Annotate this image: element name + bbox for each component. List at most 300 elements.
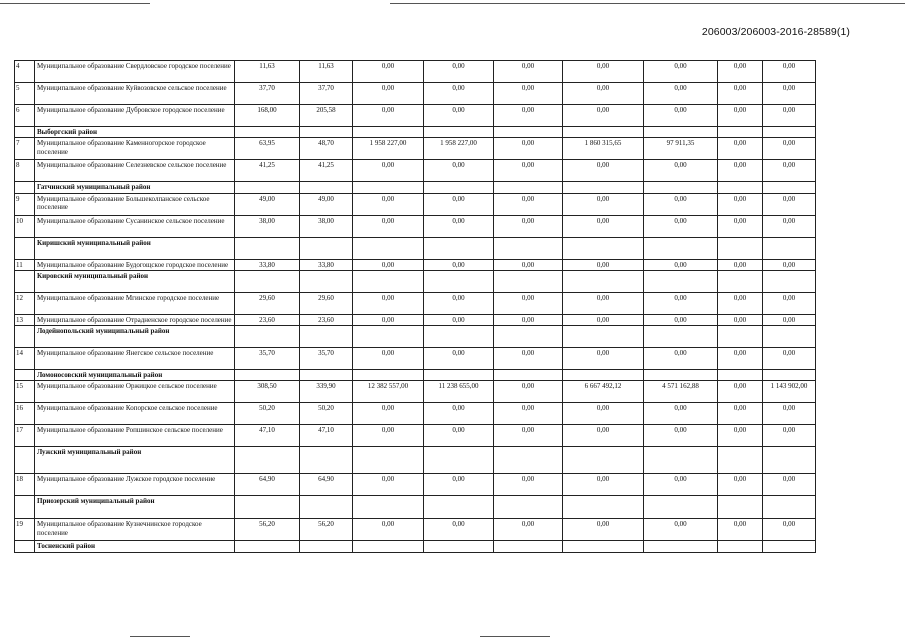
- section-empty-cell: [424, 496, 494, 519]
- value-cell: 0,00: [763, 292, 816, 314]
- value-cell: 0,00: [763, 193, 816, 215]
- row-number: 19: [15, 519, 35, 541]
- value-cell: 339,90: [300, 381, 353, 403]
- value-cell: 0,00: [494, 61, 563, 83]
- value-cell: 0,00: [644, 519, 718, 541]
- section-empty-cell: [563, 447, 644, 474]
- value-cell: 0,00: [718, 519, 763, 541]
- value-cell: 0,00: [563, 314, 644, 325]
- district-heading: Лодейнопольский муниципальный район: [35, 326, 235, 348]
- municipality-name: Муниципальное образование Каменногорское городское поселение: [35, 138, 235, 160]
- section-empty-cell: [300, 496, 353, 519]
- table-row: [15, 348, 816, 370]
- section-empty-cell: [235, 541, 300, 552]
- section-empty-cell: [763, 237, 816, 259]
- value-cell: 0,00: [718, 105, 763, 127]
- top-scan-line-left: [0, 3, 150, 4]
- value-cell: 50,20: [300, 403, 353, 425]
- section-row: [15, 270, 816, 292]
- section-empty-cell: [644, 447, 718, 474]
- row-number: 6: [15, 105, 35, 127]
- municipality-name: Муниципальное образование Отрадненское городское поселение: [35, 314, 235, 325]
- value-cell: 0,00: [563, 403, 644, 425]
- value-cell: 0,00: [563, 215, 644, 237]
- value-cell: 0,00: [353, 314, 424, 325]
- value-cell: 0,00: [718, 160, 763, 182]
- section-empty-cell: [644, 237, 718, 259]
- table-row: [15, 259, 816, 270]
- municipality-name: Муниципальное образование Мгинское городское поселение: [35, 292, 235, 314]
- value-cell: 0,00: [563, 83, 644, 105]
- municipality-name: Муниципальное образование Копорское сельское поселение: [35, 403, 235, 425]
- value-cell: 0,00: [494, 403, 563, 425]
- table-row: [15, 61, 816, 83]
- value-cell: 1 143 902,00: [763, 381, 816, 403]
- section-empty-cell: [235, 447, 300, 474]
- section-empty-cell: [300, 127, 353, 138]
- section-empty-cell: [763, 326, 816, 348]
- section-empty-cell: [353, 127, 424, 138]
- section-empty-cell: [353, 541, 424, 552]
- value-cell: 0,00: [718, 425, 763, 447]
- value-cell: 0,00: [563, 425, 644, 447]
- table-row: [15, 215, 816, 237]
- value-cell: 0,00: [353, 474, 424, 496]
- row-number: 7: [15, 138, 35, 160]
- district-heading: Лужский муниципальный район: [35, 447, 235, 474]
- value-cell: 0,00: [718, 314, 763, 325]
- value-cell: 0,00: [763, 314, 816, 325]
- section-empty-cell: [718, 182, 763, 193]
- section-empty-cell: [300, 182, 353, 193]
- section-empty-cell: [300, 270, 353, 292]
- value-cell: 33,80: [300, 259, 353, 270]
- municipality-name: Муниципальное образование Кузнечнинское городское поселение: [35, 519, 235, 541]
- value-cell: 35,70: [300, 348, 353, 370]
- municipality-name: Муниципальное образование Селезневское сельское поселение: [35, 160, 235, 182]
- value-cell: 0,00: [718, 403, 763, 425]
- section-empty-cell: [718, 326, 763, 348]
- value-cell: 0,00: [563, 348, 644, 370]
- section-empty-cell: [644, 370, 718, 381]
- section-empty-cell: [644, 496, 718, 519]
- municipality-name: Муниципальное образование Янегское сельское поселение: [35, 348, 235, 370]
- table-row: [15, 314, 816, 325]
- value-cell: 97 911,35: [644, 138, 718, 160]
- value-cell: 23,60: [235, 314, 300, 325]
- section-empty-cell: [494, 326, 563, 348]
- value-cell: 0,00: [763, 215, 816, 237]
- value-cell: 0,00: [718, 83, 763, 105]
- section-empty-cell: [644, 182, 718, 193]
- section-empty-cell: [644, 541, 718, 552]
- value-cell: 0,00: [644, 292, 718, 314]
- section-empty-cell: [563, 182, 644, 193]
- value-cell: 0,00: [644, 215, 718, 237]
- value-cell: 0,00: [494, 83, 563, 105]
- value-cell: 63,95: [235, 138, 300, 160]
- section-empty-cell: [563, 237, 644, 259]
- row-number: 11: [15, 259, 35, 270]
- section-row: [15, 237, 816, 259]
- value-cell: 0,00: [644, 403, 718, 425]
- section-empty-cell: [494, 370, 563, 381]
- value-cell: 0,00: [644, 314, 718, 325]
- row-number: 13: [15, 314, 35, 325]
- section-empty-cell: [563, 541, 644, 552]
- municipality-name: Муниципальное образование Куйвозовское сельское поселение: [35, 83, 235, 105]
- value-cell: 0,00: [353, 160, 424, 182]
- municipality-name: Муниципальное образование Большеколпанское сельское поселение: [35, 193, 235, 215]
- section-empty-cell: [15, 370, 35, 381]
- value-cell: 0,00: [494, 138, 563, 160]
- section-row: [15, 182, 816, 193]
- table-row: [15, 403, 816, 425]
- table-row: [15, 292, 816, 314]
- section-empty-cell: [15, 127, 35, 138]
- value-cell: 0,00: [644, 474, 718, 496]
- section-empty-cell: [15, 496, 35, 519]
- section-empty-cell: [763, 182, 816, 193]
- value-cell: 4 571 162,88: [644, 381, 718, 403]
- value-cell: 205,58: [300, 105, 353, 127]
- row-number: 15: [15, 381, 35, 403]
- value-cell: 12 382 557,00: [353, 381, 424, 403]
- value-cell: 0,00: [718, 474, 763, 496]
- section-empty-cell: [718, 270, 763, 292]
- value-cell: 0,00: [494, 292, 563, 314]
- section-empty-cell: [563, 127, 644, 138]
- value-cell: 0,00: [563, 292, 644, 314]
- value-cell: 0,00: [353, 425, 424, 447]
- section-empty-cell: [563, 270, 644, 292]
- value-cell: 29,60: [300, 292, 353, 314]
- section-empty-cell: [718, 370, 763, 381]
- value-cell: 0,00: [718, 193, 763, 215]
- value-cell: 0,00: [424, 474, 494, 496]
- section-row: [15, 496, 816, 519]
- value-cell: 0,00: [424, 348, 494, 370]
- section-empty-cell: [15, 237, 35, 259]
- value-cell: 0,00: [494, 314, 563, 325]
- section-empty-cell: [235, 370, 300, 381]
- section-empty-cell: [424, 127, 494, 138]
- value-cell: 0,00: [763, 259, 816, 270]
- value-cell: 0,00: [644, 105, 718, 127]
- value-cell: 50,20: [235, 403, 300, 425]
- value-cell: 0,00: [718, 292, 763, 314]
- value-cell: 0,00: [353, 403, 424, 425]
- value-cell: 33,80: [235, 259, 300, 270]
- section-empty-cell: [353, 270, 424, 292]
- value-cell: 0,00: [763, 403, 816, 425]
- row-number: 10: [15, 215, 35, 237]
- municipality-name: Муниципальное образование Оржицкое сельское поселение: [35, 381, 235, 403]
- value-cell: 41,25: [235, 160, 300, 182]
- value-cell: 49,00: [235, 193, 300, 215]
- section-empty-cell: [424, 447, 494, 474]
- row-number: 12: [15, 292, 35, 314]
- document-id: 206003/206003-2016-28589(1): [701, 26, 850, 38]
- value-cell: 0,00: [424, 105, 494, 127]
- section-empty-cell: [353, 496, 424, 519]
- value-cell: 6 667 492,12: [563, 381, 644, 403]
- section-empty-cell: [424, 237, 494, 259]
- value-cell: 11,63: [235, 61, 300, 83]
- value-cell: 47,10: [235, 425, 300, 447]
- value-cell: 0,00: [763, 160, 816, 182]
- section-empty-cell: [494, 496, 563, 519]
- value-cell: 38,00: [300, 215, 353, 237]
- bottom-scan-line-right: [480, 636, 550, 637]
- section-row: [15, 447, 816, 474]
- value-cell: 1 958 227,00: [424, 138, 494, 160]
- value-cell: 0,00: [718, 348, 763, 370]
- value-cell: 41,25: [300, 160, 353, 182]
- section-empty-cell: [15, 447, 35, 474]
- value-cell: 0,00: [763, 425, 816, 447]
- table-row: [15, 105, 816, 127]
- section-empty-cell: [494, 127, 563, 138]
- section-empty-cell: [424, 182, 494, 193]
- value-cell: 0,00: [353, 215, 424, 237]
- value-cell: 29,60: [235, 292, 300, 314]
- value-cell: 0,00: [424, 519, 494, 541]
- section-empty-cell: [353, 182, 424, 193]
- section-empty-cell: [15, 541, 35, 552]
- value-cell: 0,00: [563, 61, 644, 83]
- section-empty-cell: [563, 496, 644, 519]
- value-cell: 0,00: [718, 61, 763, 83]
- value-cell: 0,00: [718, 259, 763, 270]
- value-cell: 0,00: [424, 61, 494, 83]
- section-empty-cell: [235, 237, 300, 259]
- row-number: 14: [15, 348, 35, 370]
- section-empty-cell: [494, 237, 563, 259]
- table-row: [15, 474, 816, 496]
- section-empty-cell: [763, 127, 816, 138]
- value-cell: 23,60: [300, 314, 353, 325]
- section-row: [15, 326, 816, 348]
- value-cell: 0,00: [563, 105, 644, 127]
- section-empty-cell: [235, 182, 300, 193]
- row-number: 4: [15, 61, 35, 83]
- value-cell: 1 958 227,00: [353, 138, 424, 160]
- value-cell: 0,00: [424, 215, 494, 237]
- value-cell: 0,00: [353, 83, 424, 105]
- municipality-name: Муниципальное образование Ропшинское сельское поселение: [35, 425, 235, 447]
- section-empty-cell: [15, 326, 35, 348]
- value-cell: 11 238 655,00: [424, 381, 494, 403]
- value-cell: 37,70: [235, 83, 300, 105]
- value-cell: 308,50: [235, 381, 300, 403]
- value-cell: 0,00: [494, 193, 563, 215]
- section-empty-cell: [563, 326, 644, 348]
- value-cell: 0,00: [353, 61, 424, 83]
- section-empty-cell: [763, 270, 816, 292]
- section-empty-cell: [494, 447, 563, 474]
- value-cell: 0,00: [563, 259, 644, 270]
- value-cell: 0,00: [763, 519, 816, 541]
- value-cell: 0,00: [494, 215, 563, 237]
- section-row: [15, 370, 816, 381]
- district-heading: Киришский муниципальный район: [35, 237, 235, 259]
- value-cell: 0,00: [718, 215, 763, 237]
- section-empty-cell: [563, 370, 644, 381]
- value-cell: 11,63: [300, 61, 353, 83]
- section-row: [15, 127, 816, 138]
- value-cell: 0,00: [644, 259, 718, 270]
- section-empty-cell: [15, 182, 35, 193]
- top-scan-line-right: [390, 3, 905, 4]
- value-cell: 0,00: [718, 138, 763, 160]
- value-cell: 0,00: [494, 348, 563, 370]
- value-cell: 49,00: [300, 193, 353, 215]
- section-empty-cell: [300, 326, 353, 348]
- data-table: [14, 60, 816, 553]
- value-cell: 0,00: [563, 160, 644, 182]
- value-cell: 0,00: [353, 259, 424, 270]
- municipality-name: Муниципальное образование Лужское городское поселение: [35, 474, 235, 496]
- municipality-name: Муниципальное образование Сусанинское сельское поселение: [35, 215, 235, 237]
- value-cell: 0,00: [763, 105, 816, 127]
- section-empty-cell: [424, 541, 494, 552]
- value-cell: 0,00: [494, 160, 563, 182]
- table-row: [15, 193, 816, 215]
- value-cell: 0,00: [494, 474, 563, 496]
- section-empty-cell: [300, 541, 353, 552]
- value-cell: 0,00: [424, 83, 494, 105]
- section-empty-cell: [494, 541, 563, 552]
- value-cell: 0,00: [353, 105, 424, 127]
- value-cell: 0,00: [563, 193, 644, 215]
- value-cell: 0,00: [644, 425, 718, 447]
- table-body: [15, 61, 816, 553]
- municipality-name: Муниципальное образование Свердловское городское поселение: [35, 61, 235, 83]
- value-cell: 0,00: [644, 193, 718, 215]
- value-cell: 0,00: [494, 259, 563, 270]
- section-empty-cell: [235, 127, 300, 138]
- value-cell: 1 860 315,65: [563, 138, 644, 160]
- value-cell: 0,00: [353, 193, 424, 215]
- row-number: 18: [15, 474, 35, 496]
- table-row: [15, 83, 816, 105]
- section-empty-cell: [718, 496, 763, 519]
- section-empty-cell: [718, 447, 763, 474]
- value-cell: 0,00: [763, 61, 816, 83]
- table-row: [15, 160, 816, 182]
- value-cell: 56,20: [235, 519, 300, 541]
- value-cell: 0,00: [763, 83, 816, 105]
- value-cell: 0,00: [353, 519, 424, 541]
- section-empty-cell: [763, 370, 816, 381]
- section-empty-cell: [300, 447, 353, 474]
- section-empty-cell: [763, 447, 816, 474]
- section-empty-cell: [300, 370, 353, 381]
- section-empty-cell: [763, 496, 816, 519]
- value-cell: 0,00: [424, 292, 494, 314]
- value-cell: 64,90: [235, 474, 300, 496]
- value-cell: 0,00: [763, 348, 816, 370]
- table-row: [15, 138, 816, 160]
- value-cell: 0,00: [563, 519, 644, 541]
- value-cell: 0,00: [424, 403, 494, 425]
- section-empty-cell: [424, 370, 494, 381]
- district-heading: Приозерский муниципальный район: [35, 496, 235, 519]
- section-empty-cell: [300, 237, 353, 259]
- district-heading: Тосненский район: [35, 541, 235, 552]
- value-cell: 0,00: [424, 425, 494, 447]
- municipality-name: Муниципальное образование Будогощское городское поселение: [35, 259, 235, 270]
- row-number: 9: [15, 193, 35, 215]
- value-cell: 0,00: [353, 348, 424, 370]
- value-cell: 0,00: [718, 381, 763, 403]
- value-cell: 0,00: [424, 160, 494, 182]
- value-cell: 37,70: [300, 83, 353, 105]
- value-cell: 47,10: [300, 425, 353, 447]
- value-cell: 0,00: [424, 314, 494, 325]
- table-row: [15, 519, 816, 541]
- municipality-name: Муниципальное образование Дубровское городское поселение: [35, 105, 235, 127]
- section-empty-cell: [718, 127, 763, 138]
- district-heading: Ломоносовский муниципальный район: [35, 370, 235, 381]
- bottom-scan-line-left: [130, 636, 190, 637]
- section-empty-cell: [353, 326, 424, 348]
- section-empty-cell: [644, 326, 718, 348]
- district-heading: Гатчинский муниципальный район: [35, 182, 235, 193]
- section-empty-cell: [644, 270, 718, 292]
- value-cell: 0,00: [644, 348, 718, 370]
- row-number: 8: [15, 160, 35, 182]
- value-cell: 48,70: [300, 138, 353, 160]
- section-empty-cell: [353, 447, 424, 474]
- table-row: [15, 381, 816, 403]
- district-heading: Кировский муниципальный район: [35, 270, 235, 292]
- section-empty-cell: [494, 182, 563, 193]
- value-cell: 0,00: [763, 138, 816, 160]
- section-empty-cell: [353, 370, 424, 381]
- value-cell: 0,00: [494, 105, 563, 127]
- section-row: [15, 541, 816, 552]
- value-cell: 0,00: [353, 292, 424, 314]
- section-empty-cell: [235, 496, 300, 519]
- value-cell: 0,00: [644, 61, 718, 83]
- value-cell: 0,00: [644, 83, 718, 105]
- value-cell: 0,00: [494, 425, 563, 447]
- section-empty-cell: [235, 270, 300, 292]
- section-empty-cell: [718, 237, 763, 259]
- value-cell: 0,00: [494, 381, 563, 403]
- value-cell: 168,00: [235, 105, 300, 127]
- value-cell: 35,70: [235, 348, 300, 370]
- value-cell: 64,90: [300, 474, 353, 496]
- section-empty-cell: [763, 541, 816, 552]
- section-empty-cell: [235, 326, 300, 348]
- section-empty-cell: [353, 237, 424, 259]
- value-cell: 38,00: [235, 215, 300, 237]
- row-number: 17: [15, 425, 35, 447]
- section-empty-cell: [424, 270, 494, 292]
- value-cell: 0,00: [763, 474, 816, 496]
- section-empty-cell: [494, 270, 563, 292]
- section-empty-cell: [424, 326, 494, 348]
- value-cell: 0,00: [494, 519, 563, 541]
- table-row: [15, 425, 816, 447]
- row-number: 5: [15, 83, 35, 105]
- row-number: 16: [15, 403, 35, 425]
- section-empty-cell: [15, 270, 35, 292]
- section-empty-cell: [644, 127, 718, 138]
